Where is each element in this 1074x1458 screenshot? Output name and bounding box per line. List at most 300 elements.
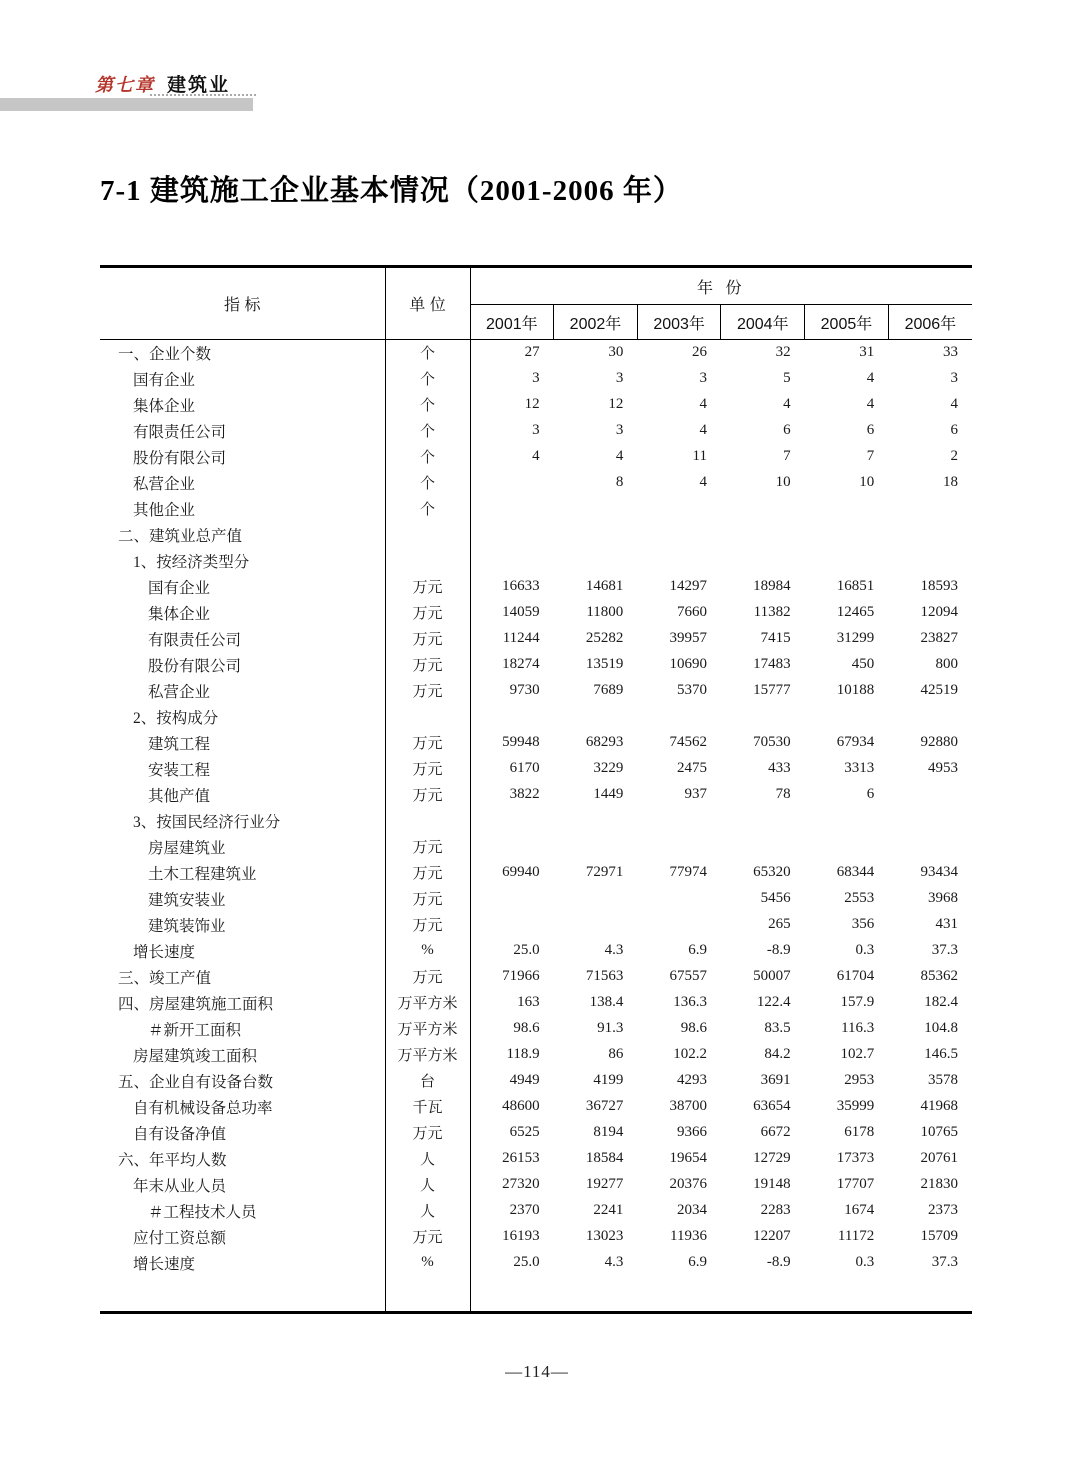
value-cell: 3229: [593, 760, 624, 776]
value-cell: [888, 496, 972, 522]
value-cell: 11936: [670, 1228, 707, 1244]
value-cell: 2553: [844, 890, 875, 906]
unit-cell: 万元: [385, 912, 470, 938]
value-cell: 9366: [676, 1124, 707, 1140]
col-header-year-group: 年 份: [470, 267, 972, 305]
value-cell: 31299: [836, 630, 875, 646]
value-cell: 77974: [669, 864, 707, 880]
value-cell: 30: [608, 344, 624, 361]
value-cell: 12465: [836, 604, 875, 620]
value-cell: 11800: [586, 604, 624, 620]
indicator-cell: [100, 1276, 385, 1313]
value-cell: 3: [950, 370, 958, 386]
value-cell: 5: [783, 370, 791, 386]
value-cell: 17707: [836, 1176, 875, 1192]
table-row: [100, 1250, 972, 1276]
decorative-gray-bar: [0, 98, 253, 111]
value-cell: 26: [691, 344, 707, 361]
value-cell: -8.9: [766, 1254, 791, 1270]
value-cell: 15709: [920, 1228, 958, 1244]
value-cell: 4: [532, 448, 540, 464]
chapter-badge: 第七章: [95, 75, 155, 95]
unit-cell: 个: [385, 392, 470, 418]
value-cell: -8.9: [766, 942, 791, 958]
unit-cell: 万元: [385, 626, 470, 652]
value-cell: 37.3: [931, 1254, 958, 1270]
table-row: [100, 652, 972, 678]
value-cell: 10: [775, 474, 791, 490]
value-cell: 11172: [837, 1228, 875, 1244]
value-cell: 2373: [928, 1202, 958, 1218]
indicator-cell: 建筑工程: [100, 730, 385, 756]
value-cell: 4949: [509, 1072, 540, 1088]
value-cell: 84.2: [764, 1046, 791, 1062]
value-cell: 2475: [676, 760, 707, 776]
table-row: [100, 366, 972, 392]
value-cell: 14059: [502, 604, 540, 620]
col-header-year-2004: 2004年: [721, 305, 805, 340]
value-cell: 3691: [760, 1072, 791, 1088]
value-cell: [805, 834, 889, 860]
value-cell: [888, 548, 972, 574]
value-cell: [637, 1276, 721, 1313]
col-header-indicator: 指 标: [100, 267, 385, 340]
value-cell: 5370: [676, 682, 707, 698]
table-row: [100, 548, 972, 574]
value-cell: 6170: [509, 760, 540, 776]
value-cell: 3968: [928, 890, 958, 906]
value-cell: [888, 782, 972, 808]
header-row-top: [100, 267, 972, 305]
value-cell: [805, 522, 889, 548]
value-cell: 6525: [509, 1124, 540, 1140]
table-row: [100, 938, 972, 964]
table-row: [100, 860, 972, 886]
value-cell: [637, 834, 721, 860]
value-cell: 12729: [753, 1150, 791, 1166]
value-cell: [637, 496, 721, 522]
value-cell: [721, 834, 805, 860]
value-cell: 6: [950, 422, 958, 438]
value-cell: 5456: [760, 890, 791, 906]
value-cell: [554, 834, 638, 860]
spacer-row: [100, 1276, 972, 1313]
value-cell: 163: [517, 994, 540, 1010]
value-cell: 10765: [920, 1124, 958, 1140]
indicator-cell: 有限责任公司: [100, 626, 385, 652]
table-body: [100, 340, 972, 1313]
table-row: [100, 1198, 972, 1224]
value-cell: 18: [943, 474, 958, 490]
table-row: [100, 522, 972, 548]
indicator-cell: 集体企业: [100, 600, 385, 626]
table-row: [100, 1146, 972, 1172]
value-cell: [554, 496, 638, 522]
unit-cell: 万元: [385, 756, 470, 782]
unit-cell: 千瓦: [385, 1094, 470, 1120]
indicator-cell: 其他企业: [100, 496, 385, 522]
unit-cell: 万元: [385, 1120, 470, 1146]
unit-cell: 个: [385, 496, 470, 522]
value-cell: 27320: [502, 1176, 540, 1192]
value-cell: 4: [866, 396, 875, 412]
value-cell: 4: [615, 448, 624, 464]
value-cell: 118.9: [506, 1046, 540, 1062]
unit-cell: %: [385, 1250, 470, 1276]
table-row: [100, 834, 972, 860]
indicator-cell: 三、竣工产值: [100, 964, 385, 990]
value-cell: 72971: [585, 864, 624, 880]
value-cell: 6: [866, 786, 875, 802]
value-cell: 18274: [502, 656, 540, 672]
unit-cell: 个: [385, 418, 470, 444]
value-cell: 9730: [509, 682, 540, 698]
value-cell: [554, 808, 638, 834]
table-row: [100, 392, 972, 418]
table-row: [100, 418, 972, 444]
value-cell: 122.4: [756, 994, 791, 1010]
value-cell: [721, 548, 805, 574]
value-cell: 78: [775, 786, 791, 802]
value-cell: [470, 912, 554, 938]
value-cell: 91.3: [597, 1020, 624, 1036]
value-cell: 19654: [669, 1150, 707, 1166]
unit-cell: [385, 1276, 470, 1313]
indicator-cell: 其他产值: [100, 782, 385, 808]
table-row: [100, 496, 972, 522]
value-cell: 3822: [509, 786, 540, 802]
value-cell: 13023: [585, 1228, 624, 1244]
unit-cell: 人: [385, 1198, 470, 1224]
value-cell: 71966: [502, 968, 540, 984]
indicator-cell: 私营企业: [100, 678, 385, 704]
value-cell: 1674: [844, 1202, 875, 1218]
value-cell: 6178: [844, 1124, 875, 1140]
value-cell: 39957: [669, 630, 707, 646]
value-cell: [637, 886, 721, 912]
value-cell: 98.6: [680, 1020, 707, 1036]
table-row: [100, 782, 972, 808]
col-header-unit: 单 位: [385, 267, 470, 340]
unit-cell: 万平方米: [385, 990, 470, 1016]
value-cell: 50007: [753, 968, 791, 984]
value-cell: 138.4: [589, 994, 624, 1010]
value-cell: 71563: [585, 968, 624, 984]
unit-cell: 万元: [385, 964, 470, 990]
value-cell: 74562: [669, 734, 707, 750]
unit-cell: 个: [385, 470, 470, 496]
value-cell: 19277: [585, 1176, 624, 1192]
value-cell: 37.3: [931, 942, 958, 958]
value-cell: 98.6: [513, 1020, 540, 1036]
table-row: [100, 1172, 972, 1198]
table-row: [100, 1224, 972, 1250]
indicator-cell: 增长速度: [100, 1250, 385, 1276]
value-cell: 2283: [760, 1202, 791, 1218]
table-container: [100, 265, 972, 1314]
value-cell: 14681: [585, 578, 624, 594]
value-cell: 2034: [676, 1202, 707, 1218]
indicator-cell: 国有企业: [100, 574, 385, 600]
value-cell: 59948: [502, 734, 540, 750]
value-cell: 14297: [669, 578, 707, 594]
indicator-cell: 二、建筑业总产值: [100, 522, 385, 548]
value-cell: 146.5: [924, 1046, 958, 1062]
indicator-cell: 1、按经济类型分: [100, 548, 385, 574]
value-cell: 10: [859, 474, 875, 490]
table-row: [100, 626, 972, 652]
value-cell: 16851: [836, 578, 875, 594]
value-cell: 67934: [836, 734, 875, 750]
table-row: [100, 964, 972, 990]
col-header-year-2001: 2001年: [470, 305, 554, 340]
value-cell: [470, 522, 554, 548]
value-cell: 16193: [502, 1228, 540, 1244]
value-cell: 35999: [836, 1098, 875, 1114]
unit-cell: 万元: [385, 600, 470, 626]
value-cell: 0.3: [855, 1254, 875, 1270]
unit-cell: 人: [385, 1146, 470, 1172]
value-cell: 83.5: [764, 1020, 791, 1036]
value-cell: [805, 548, 889, 574]
value-cell: 6.9: [688, 942, 707, 958]
value-cell: 17483: [753, 656, 791, 672]
value-cell: 7: [866, 448, 875, 464]
value-cell: 12: [608, 396, 624, 412]
value-cell: 38700: [669, 1098, 707, 1114]
table-row: [100, 600, 972, 626]
value-cell: 1449: [593, 786, 624, 802]
value-cell: 18593: [920, 578, 958, 594]
value-cell: [637, 522, 721, 548]
indicator-cell: 安装工程: [100, 756, 385, 782]
unit-cell: 万平方米: [385, 1016, 470, 1042]
unit-cell: 万元: [385, 678, 470, 704]
value-cell: [637, 704, 721, 730]
value-cell: 4199: [593, 1072, 624, 1088]
value-cell: [470, 1276, 554, 1313]
value-cell: 68344: [836, 864, 875, 880]
indicator-cell: 集体企业: [100, 392, 385, 418]
unit-cell: [385, 548, 470, 574]
value-cell: 800: [935, 656, 958, 672]
value-cell: [721, 808, 805, 834]
indicator-cell: 2、按构成分: [100, 704, 385, 730]
value-cell: 4: [783, 396, 791, 412]
value-cell: 70530: [753, 734, 791, 750]
table-row: [100, 340, 972, 366]
chapter-header: [95, 70, 230, 97]
value-cell: [470, 496, 554, 522]
value-cell: [637, 548, 721, 574]
value-cell: 7660: [676, 604, 707, 620]
value-cell: 85362: [920, 968, 958, 984]
value-cell: [805, 496, 889, 522]
table-row: [100, 1068, 972, 1094]
value-cell: 92880: [920, 734, 958, 750]
unit-cell: 万元: [385, 652, 470, 678]
value-cell: 3: [699, 370, 707, 386]
value-cell: [721, 522, 805, 548]
value-cell: 69940: [502, 864, 540, 880]
indicator-cell: 土木工程建筑业: [100, 860, 385, 886]
value-cell: 25.0: [513, 1254, 540, 1270]
value-cell: 16633: [502, 578, 540, 594]
value-cell: [888, 808, 972, 834]
value-cell: 2: [950, 448, 958, 464]
unit-cell: 万平方米: [385, 1042, 470, 1068]
value-cell: 116.3: [841, 1020, 875, 1036]
table-row: [100, 808, 972, 834]
value-cell: 48600: [502, 1098, 540, 1114]
indicator-cell: 自有设备净值: [100, 1120, 385, 1146]
value-cell: 182.4: [924, 994, 958, 1010]
indicator-cell: 建筑安装业: [100, 886, 385, 912]
unit-cell: 个: [385, 340, 470, 366]
value-cell: 4: [699, 422, 707, 438]
value-cell: 25282: [585, 630, 624, 646]
value-cell: [470, 704, 554, 730]
value-cell: 31: [859, 344, 875, 361]
value-cell: [470, 834, 554, 860]
value-cell: 65320: [753, 864, 791, 880]
value-cell: [554, 704, 638, 730]
value-cell: [554, 886, 638, 912]
unit-cell: [385, 522, 470, 548]
value-cell: 6672: [760, 1124, 791, 1140]
unit-cell: 万元: [385, 834, 470, 860]
indicator-cell: 房屋建筑业: [100, 834, 385, 860]
indicator-cell: 私营企业: [100, 470, 385, 496]
value-cell: 27: [524, 344, 540, 361]
indicator-cell: 股份有限公司: [100, 444, 385, 470]
value-cell: 2370: [509, 1202, 540, 1218]
value-cell: 450: [851, 656, 875, 672]
value-cell: 19148: [753, 1176, 791, 1192]
unit-cell: %: [385, 938, 470, 964]
indicator-cell: 六、年平均人数: [100, 1146, 385, 1172]
value-cell: 3: [615, 370, 624, 386]
value-cell: 68293: [585, 734, 624, 750]
value-cell: 3: [615, 422, 624, 438]
value-cell: 20761: [920, 1150, 958, 1166]
value-cell: 6: [866, 422, 875, 438]
indicator-cell: 3、按国民经济行业分: [100, 808, 385, 834]
value-cell: 265: [768, 916, 791, 932]
col-header-year-2002: 2002年: [554, 305, 638, 340]
unit-cell: 万元: [385, 1224, 470, 1250]
table-row: [100, 470, 972, 496]
indicator-cell: 应付工资总额: [100, 1224, 385, 1250]
value-cell: [888, 522, 972, 548]
unit-cell: 万元: [385, 730, 470, 756]
table-row: [100, 1016, 972, 1042]
value-cell: 4: [699, 474, 707, 490]
value-cell: 42519: [920, 682, 958, 698]
value-cell: [721, 704, 805, 730]
indicator-cell: 房屋建筑竣工面积: [100, 1042, 385, 1068]
statistics-table: [100, 265, 972, 1314]
value-cell: 4: [699, 396, 707, 412]
value-cell: 102.7: [840, 1046, 875, 1062]
table-row: [100, 678, 972, 704]
indicator-cell: 增长速度: [100, 938, 385, 964]
value-cell: [805, 704, 889, 730]
col-header-year-2005: 2005年: [805, 305, 889, 340]
unit-cell: 万元: [385, 886, 470, 912]
value-cell: 67557: [669, 968, 707, 984]
unit-cell: [385, 704, 470, 730]
value-cell: [721, 1276, 805, 1313]
indicator-cell: 建筑装饰业: [100, 912, 385, 938]
value-cell: 10188: [836, 682, 875, 698]
indicator-cell: 年末从业人员: [100, 1172, 385, 1198]
unit-cell: [385, 808, 470, 834]
value-cell: [888, 704, 972, 730]
value-cell: 8194: [593, 1124, 624, 1140]
unit-cell: 个: [385, 366, 470, 392]
indicator-cell: 一、企业个数: [100, 340, 385, 366]
value-cell: 4293: [676, 1072, 707, 1088]
unit-cell: 万元: [385, 782, 470, 808]
value-cell: [554, 522, 638, 548]
value-cell: [637, 808, 721, 834]
col-header-year-2003: 2003年: [637, 305, 721, 340]
value-cell: 15777: [753, 682, 791, 698]
table-row: [100, 1042, 972, 1068]
unit-cell: 个: [385, 444, 470, 470]
value-cell: 11: [692, 448, 707, 464]
value-cell: 12207: [753, 1228, 791, 1244]
indicator-cell: 五、企业自有设备台数: [100, 1068, 385, 1094]
indicator-cell: 国有企业: [100, 366, 385, 392]
value-cell: 6: [783, 422, 791, 438]
value-cell: [888, 834, 972, 860]
value-cell: 8: [615, 474, 624, 490]
value-cell: 0.3: [855, 942, 875, 958]
indicator-cell: 自有机械设备总功率: [100, 1094, 385, 1120]
value-cell: 21830: [920, 1176, 958, 1192]
value-cell: 13519: [585, 656, 624, 672]
table-row: [100, 730, 972, 756]
indicator-cell: ＃新开工面积: [100, 1016, 385, 1042]
value-cell: 6.9: [688, 1254, 707, 1270]
value-cell: 2241: [593, 1202, 624, 1218]
unit-cell: 台: [385, 1068, 470, 1094]
value-cell: [554, 548, 638, 574]
value-cell: 18584: [585, 1150, 624, 1166]
table-row: [100, 990, 972, 1016]
value-cell: 4.3: [604, 942, 624, 958]
table-row: [100, 444, 972, 470]
value-cell: 12094: [920, 604, 958, 620]
unit-cell: 人: [385, 1172, 470, 1198]
value-cell: 36727: [585, 1098, 624, 1114]
chapter-title: 建筑业: [167, 75, 231, 96]
table-row: [100, 574, 972, 600]
table-row: [100, 1094, 972, 1120]
value-cell: [470, 470, 554, 496]
value-cell: 3578: [928, 1072, 958, 1088]
value-cell: [470, 808, 554, 834]
value-cell: 136.3: [673, 994, 707, 1010]
value-cell: 11382: [753, 604, 791, 620]
value-cell: [888, 1276, 972, 1313]
value-cell: [637, 912, 721, 938]
value-cell: 937: [684, 786, 707, 802]
value-cell: 23827: [920, 630, 958, 646]
value-cell: 11244: [502, 630, 540, 646]
